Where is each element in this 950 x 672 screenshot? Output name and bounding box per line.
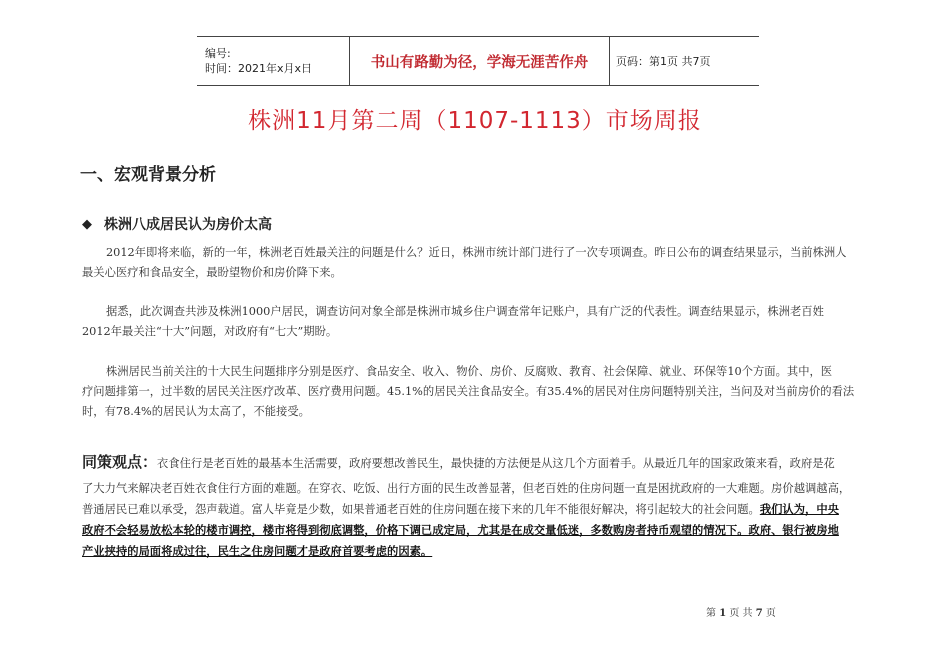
viewpoint-bold-line: 政府不会轻易放松本轮的楼市调控，楼市将得到彻底调整，价格下调已成定局，尤其是在成交量低迷，多数购房者持币观望的情况下。政府、银行被房地 [82, 523, 839, 537]
viewpoint-bold-text: 我们认为，中央 [759, 502, 839, 516]
paragraph-1 [82, 243, 879, 283]
viewpoint-label: 同策观点： [82, 453, 158, 471]
paragraph-line: 最关心医疗和食品安全，最盼望物价和房价降下来。 [82, 266, 342, 279]
viewpoint-bold-line: 产业挟持的局面将成过往，民生之住房问题才是政府首要考虑的因素。 [82, 544, 433, 558]
viewpoint-text: 衣食住行是老百姓的最基本生活需要，政府要想改善民生，最快捷的方法便是从这几个方面着手。从最近几年的国家政策来看，政府是花 [157, 457, 835, 470]
document-title: 株洲11月第二周（1107-1113）市场周报 [248, 108, 702, 134]
paragraph-line: 疗问题排第一，过半数的居民关注医疗改革、医疗费用问题。45.1%的居民关注食品安全。有35.4%的居民对住房问题特别关注，当问及对当前房价的看法 [82, 385, 855, 398]
header-page [610, 37, 759, 85]
paragraph-line: 据悉，此次调查共涉及株洲1000户居民，调查访问对象全部是株洲市城乡住户调查常年记账户，具有广泛的代表性。调查结果显示，株洲老百姓 [106, 305, 824, 318]
footer-total-pages: 7 [755, 608, 763, 619]
paragraph-line: 株洲居民当前关注的十大民生问题排序分别是医疗、食品安全、收入、物价、房价、反腐败、教育、社会保障、就业、环保等10个方面。其中，医 [106, 365, 833, 378]
viewpoint-line: 了大力气来解决老百姓衣食住行方面的难题。在穿衣、吃饭、出行方面的民生改善显著，但老百姓的住房问题一直是困扰政府的一大难题。房价越调越高， [82, 482, 851, 495]
paragraph-line: 时，有78.4%的居民认为太高了，不能接受。 [82, 405, 310, 418]
viewpoint-line [82, 448, 882, 478]
time-label: 时间：2021年x月x日 [205, 62, 313, 75]
subheading-text: 株洲八成居民认为房价太高 [104, 217, 272, 233]
header-motto [349, 37, 610, 85]
paragraph-2 [82, 302, 879, 342]
paragraph-line: 2012年最关注“十大”问题，对政府有“七大”期盼。 [82, 325, 338, 338]
diamond-bullet-icon: ◆ [82, 216, 92, 232]
subheading [82, 214, 272, 234]
paragraph-3 [82, 362, 879, 422]
tongce-viewpoint [82, 448, 882, 562]
viewpoint-text: 普通居民已难以承受，怨声载道。富人毕竟是少数，如果普通老百姓的住房问题在接下来的几年不能很好解决，将引起较大的社会问题。 [82, 503, 760, 516]
section-heading: 一、宏观背景分析 [80, 165, 216, 185]
page-label: 页码：第1页 共7页 [616, 55, 711, 68]
header-meta [197, 37, 349, 85]
footer-page-number: 1 [719, 608, 727, 619]
header-table [197, 36, 759, 86]
page-footer: 第 1 页 共 7 页 [706, 608, 776, 619]
viewpoint-line [82, 499, 882, 520]
number-label: 编号: [205, 47, 231, 60]
paragraph-line: 2012年即将来临，新的一年，株洲老百姓最关注的问题是什么？近日，株洲市统计部门进行了一次专项调查。昨日公布的调查结果显示，当前株洲人 [106, 246, 847, 259]
motto-text: 书山有路勤为径，学海无涯苦作舟 [370, 54, 589, 71]
